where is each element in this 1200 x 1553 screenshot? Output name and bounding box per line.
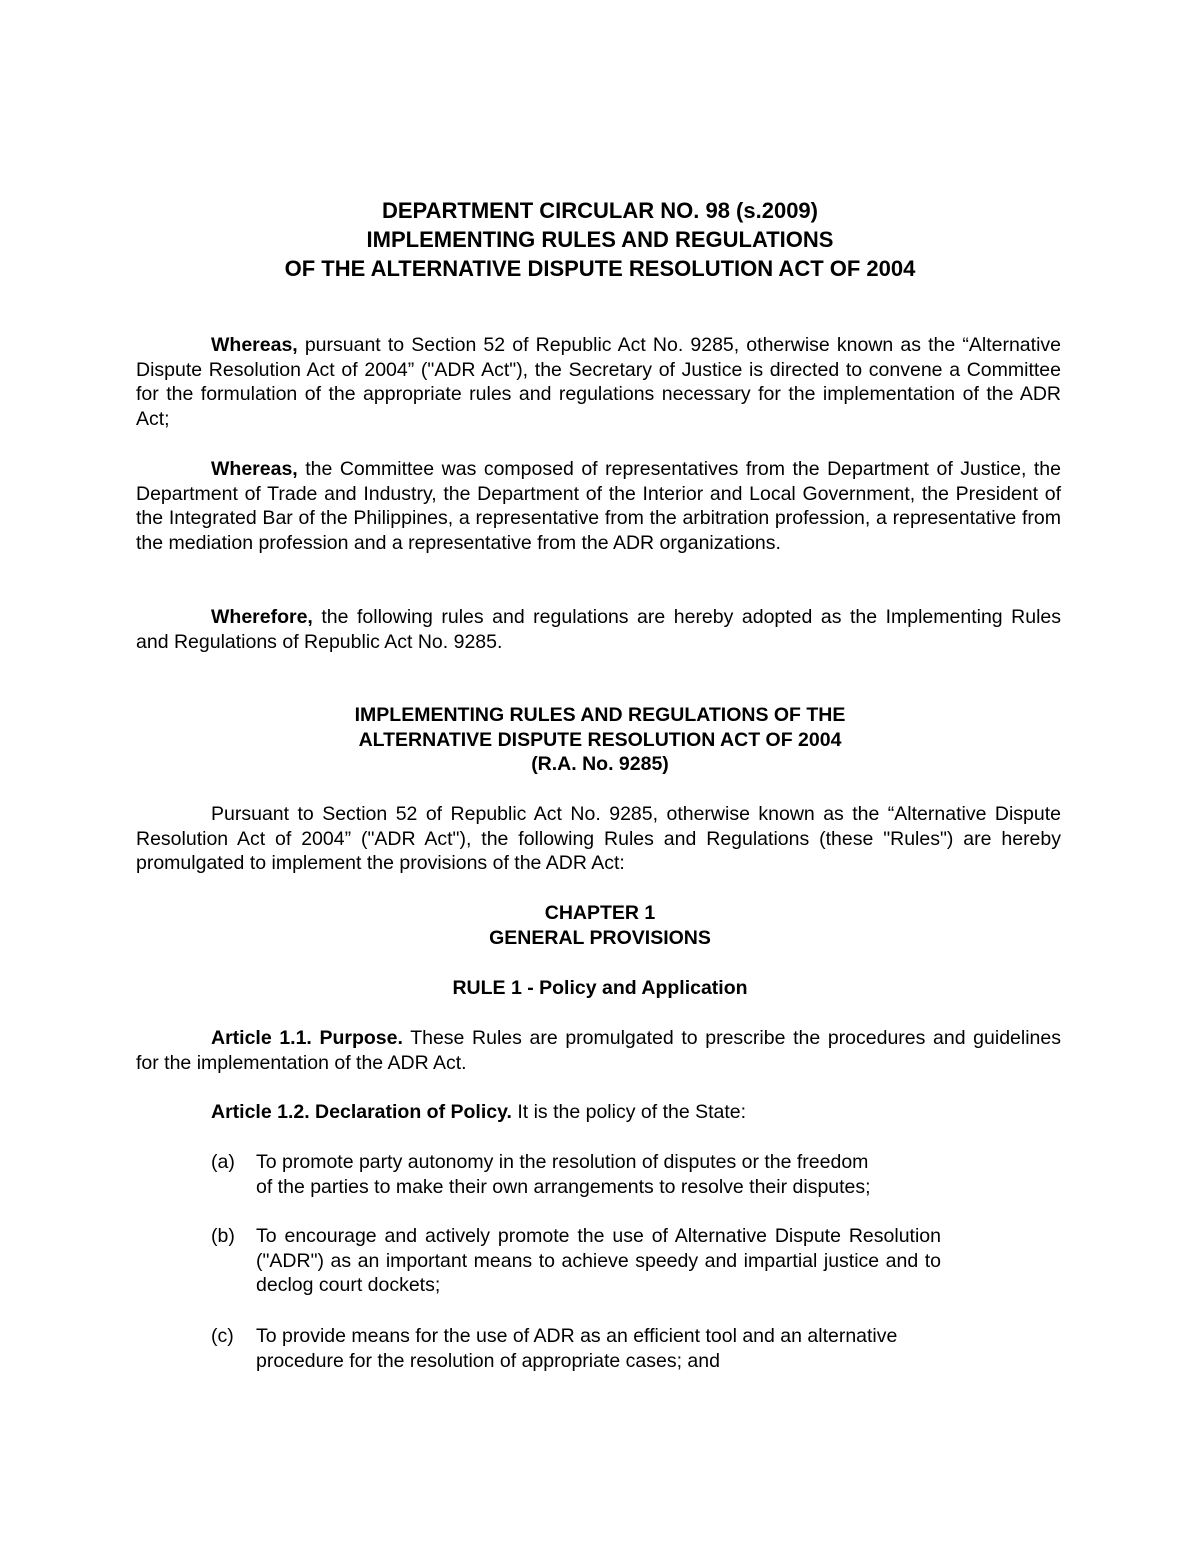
preamble-text: the following rules and regulations are hereby adopted as the Implementing Rules and Regulations of Republic Act No. 9285. <box>136 606 1061 653</box>
list-line: To provide means for the use of ADR as an efficient tool and an alternative <box>256 1325 898 1347</box>
preamble-whereas-1 <box>136 333 1061 431</box>
irr-heading <box>136 703 1064 777</box>
irr-heading-line-1: IMPLEMENTING RULES AND REGULATIONS OF THE <box>354 704 846 726</box>
preamble-text: pursuant to Section 52 of Republic Act No. 9285, otherwise known as the “Alternative Dispute Resolution Act of 2004” ("ADR Act"), the Secretary of Justice is directed to convene a Committee for the formulation of the appropriate rules and regulations necessary for the implementation of the ADR Act; <box>136 334 1061 430</box>
preamble-text: the Committee was composed of representatives from the Department of Justice, the Department of Trade and Industry, the Department of the Interior and Local Government, the President of the Integrated Bar of the Philippines, a representative from the arbitration profession, a representative from the mediation profession and a representative from the ADR organizations. <box>136 458 1061 554</box>
title-line-2: IMPLEMENTING RULES AND REGULATIONS <box>366 227 834 252</box>
irr-heading-line-3: (R.A. No. 9285) <box>531 753 669 775</box>
preamble-whereas-2 <box>136 457 1061 555</box>
policy-item-a <box>211 1150 941 1199</box>
title-line-3: OF THE ALTERNATIVE DISPUTE RESOLUTION ACT OF 2004 <box>284 256 916 281</box>
policy-item-c <box>211 1324 941 1373</box>
preamble-lead: Whereas, <box>211 458 298 480</box>
intro-text: Pursuant to Section 52 of Republic Act No. 9285, otherwise known as the “Alternative Dispute Resolution Act of 2004” ("ADR Act"), the following Rules and Regulations (these "Rules") are hereby promulgated to implement the provisions of the ADR Act: <box>136 803 1061 874</box>
list-line: procedure for the resolution of appropriate cases; and <box>256 1349 720 1372</box>
chapter-heading <box>136 901 1064 950</box>
list-marker: (b) <box>211 1225 235 1247</box>
list-item-text <box>256 1324 941 1373</box>
chapter-title: GENERAL PROVISIONS <box>489 926 711 949</box>
policy-item-b <box>211 1224 941 1298</box>
preamble-lead: Wherefore, <box>211 606 313 628</box>
article-lead: Article 1.1. Purpose. <box>211 1027 403 1049</box>
article-1-2 <box>136 1100 1061 1125</box>
list-marker: (a) <box>211 1151 235 1173</box>
document-title <box>136 196 1064 283</box>
chapter-number: CHAPTER 1 <box>544 902 656 924</box>
rule-heading <box>136 976 1064 1001</box>
article-lead: Article 1.2. Declaration of Policy. <box>211 1101 512 1123</box>
intro-paragraph <box>136 802 1061 876</box>
article-text: These Rules are promulgated to prescribe the procedures and guidelines for the implementation of the ADR Act. <box>136 1027 1061 1074</box>
title-line-1: DEPARTMENT CIRCULAR NO. 98 (s.2009) <box>382 198 818 223</box>
preamble-lead: Whereas, <box>211 334 298 356</box>
list-line: To promote party autonomy in the resolution of disputes or the freedom <box>256 1151 869 1173</box>
rule-title: RULE 1 - Policy and Application <box>452 977 748 999</box>
list-item-text: To encourage and actively promote the use of Alternative Dispute Resolution ("ADR") as an important means to achieve speedy and impartial justice and to declog court dockets; <box>256 1225 941 1296</box>
list-line: of the parties to make their own arrangements to resolve their disputes; <box>256 1175 871 1198</box>
list-marker: (c) <box>211 1325 234 1347</box>
article-1-1 <box>136 1026 1061 1075</box>
preamble-wherefore <box>136 605 1061 654</box>
list-item-text <box>256 1150 941 1199</box>
irr-heading-line-2: ALTERNATIVE DISPUTE RESOLUTION ACT OF 2004 <box>358 728 842 751</box>
article-text: It is the policy of the State: <box>511 1101 747 1123</box>
